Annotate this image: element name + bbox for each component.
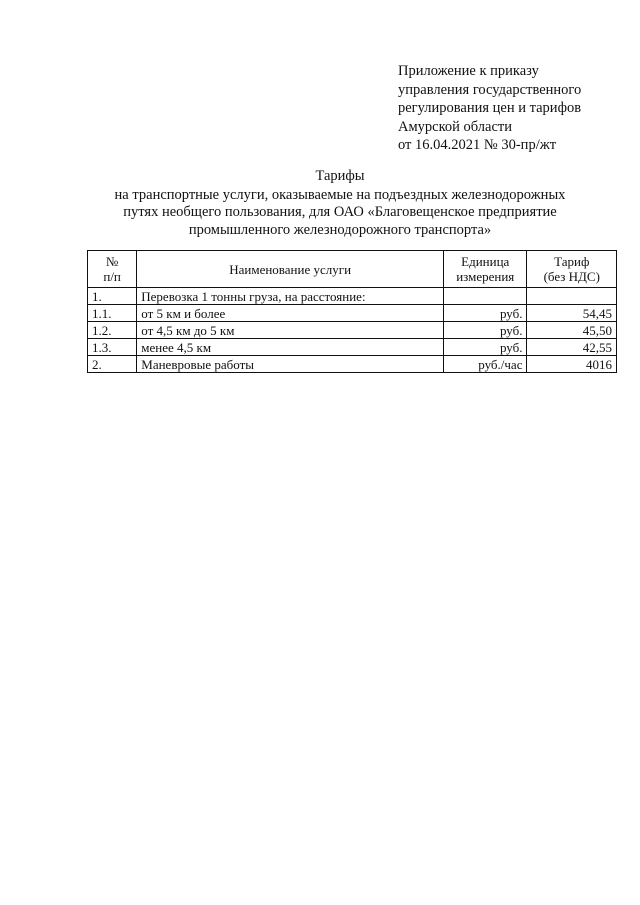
table-row <box>88 305 617 322</box>
header-rate <box>527 251 617 288</box>
title-line: промышленного железнодорожного транспорта» <box>188 221 492 238</box>
row-unit: руб. <box>444 305 527 322</box>
row-unit: руб./час <box>444 356 527 373</box>
title-line: путях необщего пользования, для ОАО «Благовещенское предприятие <box>123 204 557 220</box>
document-title <box>80 168 600 239</box>
header-unit <box>444 251 527 288</box>
row-name: от 4,5 км до 5 км <box>137 322 444 339</box>
row-rate: 45,50 <box>527 322 617 339</box>
row-name: от 5 км и более <box>137 305 444 322</box>
header-name: Наименование услуги <box>137 251 444 288</box>
header-unit-line1: Единица <box>461 254 510 269</box>
row-unit: руб. <box>444 322 527 339</box>
row-num: 2. <box>88 356 137 373</box>
table-header-row <box>88 251 617 288</box>
row-name: Маневровые работы <box>137 356 444 373</box>
table-row <box>88 339 617 356</box>
appendix-block <box>398 62 581 155</box>
appendix-line: регулирования цен и тарифов <box>398 100 582 116</box>
header-num-line1: № <box>105 254 119 269</box>
row-rate: 54,45 <box>527 305 617 322</box>
tariff-table <box>87 250 617 373</box>
table-row <box>88 356 617 373</box>
row-name: Перевозка 1 тонны груза, на расстояние: <box>137 288 444 305</box>
header-rate-line2: (без НДС) <box>543 269 600 284</box>
table-row <box>88 288 617 305</box>
appendix-line: управления государственного <box>398 81 582 98</box>
row-rate: 4016 <box>527 356 617 373</box>
header-unit-line2: измерения <box>456 269 515 284</box>
row-num: 1.1. <box>88 305 137 322</box>
appendix-line: Амурской области <box>398 118 512 135</box>
row-unit: руб. <box>444 339 527 356</box>
row-num: 1. <box>88 288 137 305</box>
header-num-line2: п/п <box>103 269 121 284</box>
appendix-line: Приложение к приказу <box>398 63 539 79</box>
title-line: на транспортные услуги, оказываемые на подъездных железнодорожных <box>114 186 566 203</box>
appendix-line: от 16.04.2021 № 30-пр/жт <box>398 137 557 153</box>
row-rate <box>527 288 617 305</box>
row-num: 1.3. <box>88 339 137 356</box>
row-num: 1.2. <box>88 322 137 339</box>
header-num <box>88 251 137 288</box>
row-name: менее 4,5 км <box>137 339 444 356</box>
row-rate: 42,55 <box>527 339 617 356</box>
header-rate-line1: Тариф <box>554 254 590 269</box>
title-heading: Тарифы <box>315 168 365 184</box>
table-row <box>88 322 617 339</box>
row-unit <box>444 288 527 305</box>
